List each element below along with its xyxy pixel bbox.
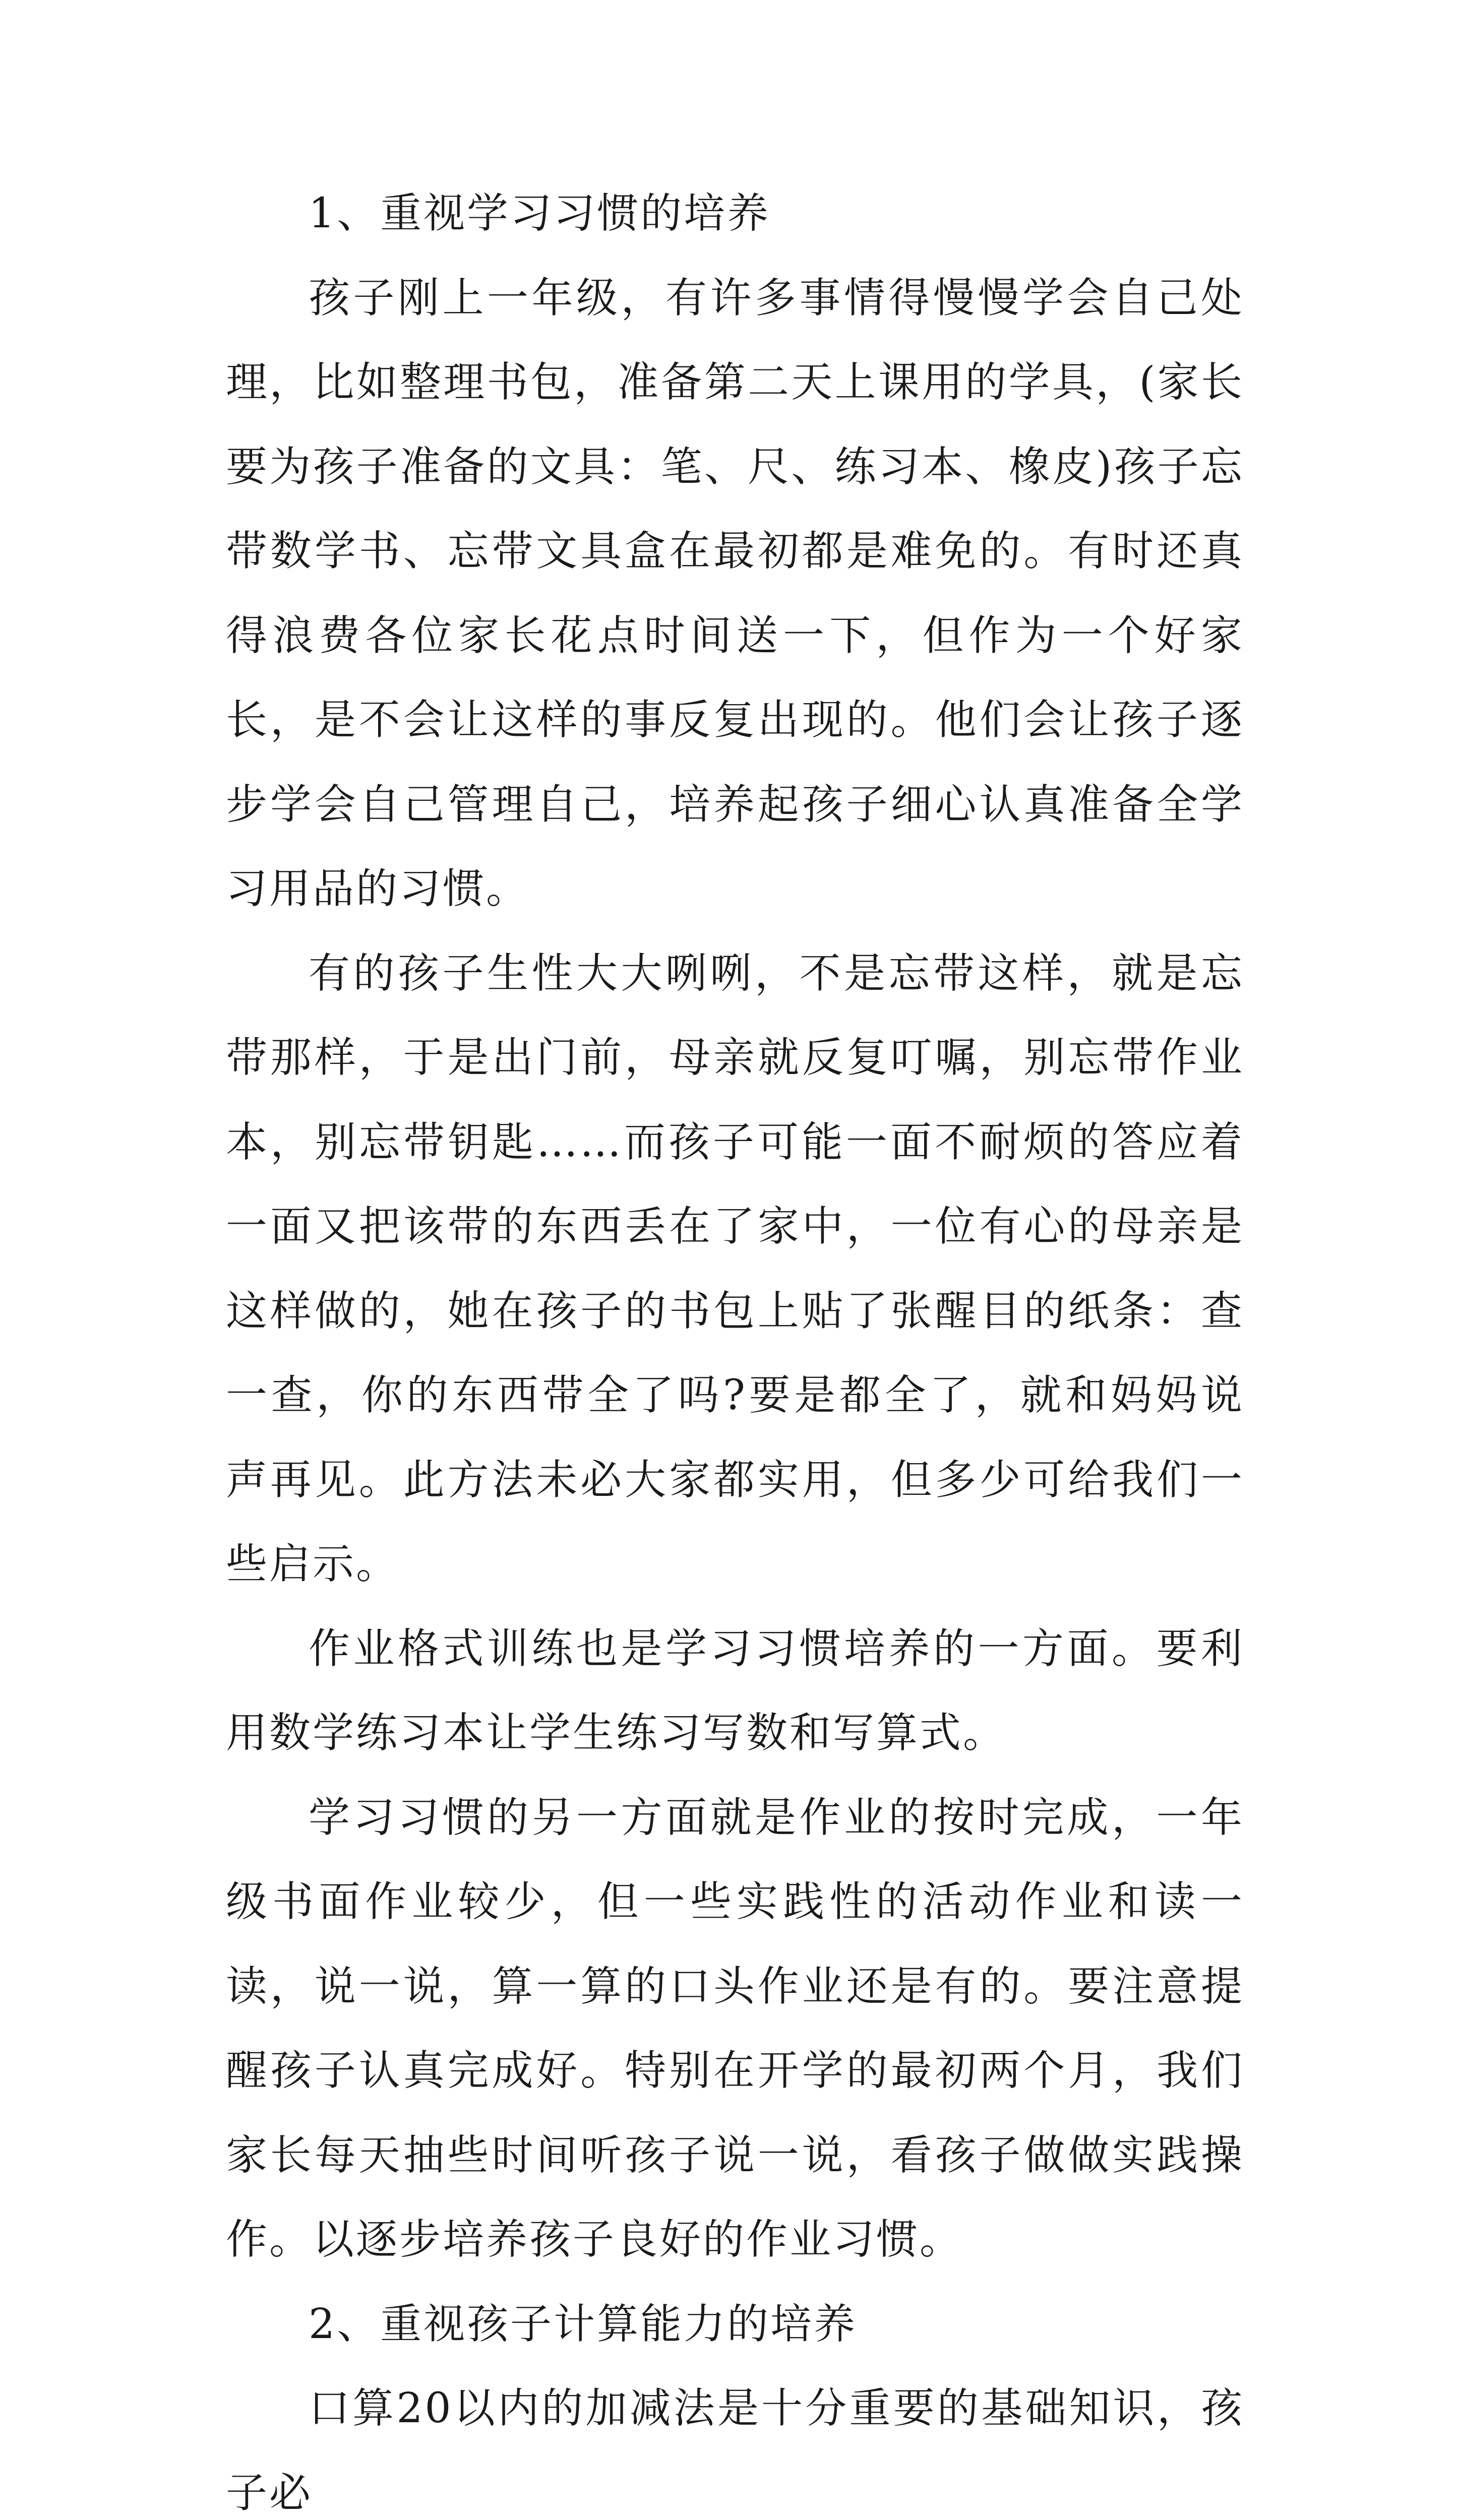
- paragraph: 口算20以内的加减法是十分重要的基础知识，孩子必: [226, 2384, 1244, 2517]
- paragraph: 有的孩子生性大大咧咧，不是忘带这样，就是忘带那样，于是出门前，母亲就反复叮嘱，别忘带作业本，别忘带钥匙……而孩子可能一面不耐烦的答应着一面又把该带的东西丢在了家中，一位有心的母亲是这样做的，她在孩子的书包上贴了张醒目的纸条：查一查，你的东西带全了吗?要是都全了，就和妈妈说声再见。此方法未必大家都实用，但多少可给我们一些启示。: [226, 949, 1244, 1588]
- paragraph: 孩子刚上一年级，有许多事情得慢慢学会自己处理，比如整理书包，准备第二天上课用的学具，(家长要为孩子准备的文具：笔、尺、练习本、橡皮)孩子忘带数学书、忘带文具盒在最初都是难免的。有时还真得浪费各位家长花点时间送一下，但作为一个好家长，是不会让这样的事反复出现的。他们会让孩子逐步学会自己管理自己，培养起孩子细心认真准备全学习用品的习惯。: [226, 274, 1244, 913]
- paragraph: 作业格式训练也是学习习惯培养的一方面。要利用数学练习本让学生练习写数和写算式。: [226, 1624, 1244, 1757]
- paragraph: 学习习惯的另一方面就是作业的按时完成，一年级书面作业较少，但一些实践性的活动作业和读一读，说一说，算一算的口头作业还是有的。要注意提醒孩子认真完成好。特别在开学的最初两个月，我们家长每天抽些时间听孩子说一说，看孩子做做实践操作。以逐步培养孩子良好的作业习惯。: [226, 1793, 1244, 2263]
- document-body: [226, 171, 1244, 2520]
- section-heading-2: 2、重视孩子计算能力的培养: [309, 2300, 858, 2348]
- section-heading-1: 1、重视学习习惯的培养: [309, 190, 771, 237]
